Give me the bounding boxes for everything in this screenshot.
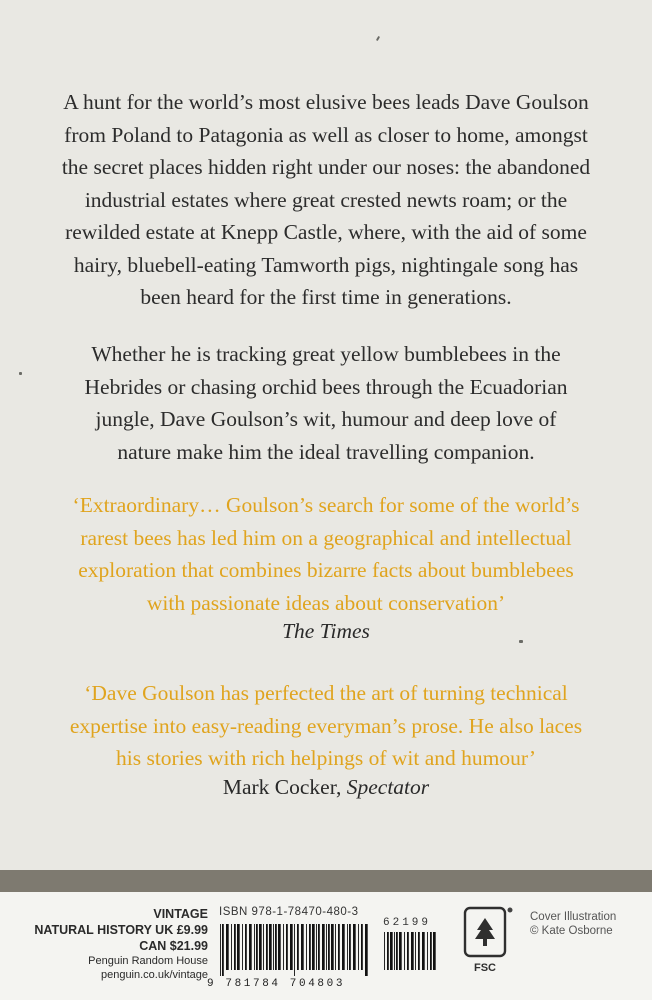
footer-panel	[0, 892, 652, 1000]
quote-line: rarest bees has led him on a geographical and intellectual	[80, 525, 572, 550]
blurb-line: hairy, bluebell-eating Tamworth pigs, nightingale song has	[73, 252, 579, 277]
barcode-bar	[422, 932, 425, 970]
barcode-digits: 9 781784 704803	[207, 978, 346, 990]
publisher-name: Penguin Random House	[88, 955, 208, 967]
barcode-bar	[331, 924, 334, 970]
source-publication: Spectator	[346, 775, 430, 799]
barcode-bar	[309, 924, 311, 970]
barcode-bar	[427, 932, 428, 970]
barcode-bar	[316, 924, 317, 970]
barcode-bar	[418, 932, 420, 970]
barcode-bar	[384, 932, 385, 970]
barcode-bar	[278, 924, 281, 970]
price-addon-barcode	[383, 932, 438, 976]
barcode-bar	[430, 932, 432, 970]
barcode-bar	[394, 932, 395, 970]
blurb-line: Whether he is tracking great yellow bumblebees in the	[91, 342, 561, 366]
blurb-line: from Poland to Patagonia as well as closer to home, amongst	[64, 122, 588, 147]
barcode-bar	[338, 924, 340, 970]
blurb-line: industrial estates where great crested newts roam; or the	[84, 187, 568, 212]
barcode-bar	[404, 932, 405, 970]
quote-line: his stories with rich helpings of wit and humour’	[116, 746, 536, 770]
review-source-1	[20, 616, 632, 646]
barcode-bar	[222, 924, 224, 976]
barcode-bar	[237, 924, 240, 970]
source-publication: The Times	[282, 619, 370, 643]
price-can: CAN $21.99	[139, 939, 208, 953]
barcode-bar	[433, 932, 436, 970]
barcode-bar	[358, 924, 359, 970]
barcode-bar	[245, 924, 247, 970]
barcode-bar	[353, 924, 356, 970]
barcode-bar	[306, 924, 307, 970]
barcode-bar	[256, 924, 258, 970]
barcode-bar	[275, 924, 277, 970]
blurb-line: nature make him the ideal travelling companion.	[117, 439, 535, 464]
print-speck	[376, 36, 380, 41]
blurb-line: A hunt for the world’s most elusive bees leads Dave Goulson	[63, 90, 589, 114]
barcode-bar	[361, 924, 363, 970]
barcode-bar	[301, 924, 304, 970]
barcode-bar	[399, 932, 402, 970]
blurb-line: rewilded estate at Knepp Castle, where, with the aid of some	[65, 220, 587, 244]
source-author: Mark Cocker,	[222, 775, 347, 799]
isbn-barcode	[219, 924, 369, 976]
barcode-bar	[407, 932, 409, 970]
barcode-bar	[231, 924, 232, 970]
barcode-bar	[335, 924, 336, 970]
blurb-line: Hebrides or chasing orchid bees through the Ecuadorian	[84, 374, 568, 399]
barcode-bar	[342, 924, 345, 970]
credit-title: Cover Illustration	[530, 911, 617, 923]
quote-line: exploration that combines bizarre facts about bumblebees	[78, 558, 574, 582]
barcode-bar	[297, 924, 299, 970]
barcode-bar	[254, 924, 255, 970]
imprint: VINTAGE	[153, 907, 208, 921]
barcode-bar	[249, 924, 252, 970]
category-price: NATURAL HISTORY UK £9.99	[34, 923, 208, 937]
blurb-line: been heard for the first time in generations.	[140, 285, 512, 309]
barcode-bar	[326, 924, 327, 970]
barcode-bar	[347, 924, 348, 970]
barcode-bar	[411, 932, 414, 970]
barcode-bar	[294, 924, 295, 976]
barcode-bar	[396, 932, 398, 970]
barcode-bar	[226, 924, 229, 970]
footer-divider-band	[0, 870, 652, 892]
barcode-bar	[349, 924, 351, 970]
quote-line: ‘Dave Goulson has perfected the art of turning technical	[84, 681, 568, 705]
barcode-bar	[234, 924, 236, 970]
cover-credit	[530, 910, 616, 938]
quote-line: expertise into easy-reading everyman’s prose. He also laces	[69, 713, 583, 738]
publisher-website: penguin.co.uk/vintage	[100, 969, 208, 981]
barcode-bar	[269, 924, 272, 970]
quote-line: with passionate ideas about conservation’	[146, 590, 506, 615]
blurb-paragraph-1	[20, 86, 632, 314]
blurb-line: jungle, Dave Goulson’s wit, humour and deep love of	[95, 407, 557, 431]
tree-icon	[475, 918, 495, 946]
barcode-bar	[273, 924, 274, 970]
addon-digits: 62199	[383, 917, 432, 929]
barcode-bar	[365, 924, 368, 976]
barcode-bar	[390, 932, 393, 970]
quote-line: ‘Extraordinary… Goulson’s search for some of the world’s	[72, 493, 580, 517]
publisher-block	[34, 906, 208, 982]
isbn-text: ISBN 978-1-78470-480-3	[219, 906, 359, 918]
barcode-bar	[318, 924, 320, 970]
barcode-bar	[266, 924, 268, 970]
barcode-bar	[387, 932, 389, 970]
barcode-bar	[283, 924, 284, 970]
barcode-bar	[286, 924, 288, 970]
registered-mark-icon	[508, 908, 513, 913]
barcode-bar	[290, 924, 293, 970]
barcode-bar	[328, 924, 330, 970]
review-quote-2	[20, 677, 632, 775]
barcode-bar	[263, 924, 264, 970]
barcode-bar	[415, 932, 416, 970]
barcode-bar	[312, 924, 315, 970]
review-quote-1	[20, 489, 632, 619]
barcode-bar	[220, 924, 221, 976]
blurb-line: the secret places hidden right under our noses: the abandoned	[61, 155, 591, 179]
barcode-bar	[259, 924, 262, 970]
fsc-label: FSC	[474, 962, 496, 974]
fsc-logo	[462, 906, 514, 980]
barcode-bar	[322, 924, 325, 970]
credit-name: © Kate Osborne	[530, 925, 613, 937]
review-source-2	[20, 772, 632, 802]
blurb-paragraph-2	[20, 338, 632, 468]
barcode-bar	[242, 924, 243, 970]
